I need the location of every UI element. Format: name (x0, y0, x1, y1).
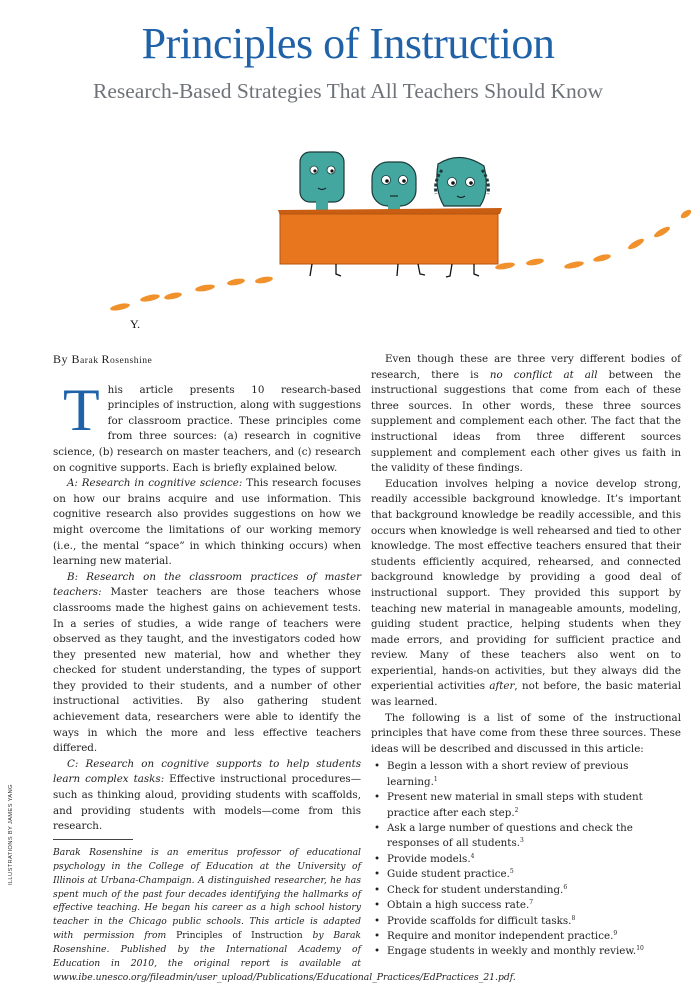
paragraph-background-knowledge: Education involves helping a novice develop strong, readily accessible background knowledge. It’s important that background knowledge be readily accessible, and this occurs when knowledge is well rehearsed and tied to other knowledge. The most effective teachers ensured that their students efficiently acquired, rehearsed, and connected background knowledge by providing a good deal of instructional support. They provided this support by teaching new material in manageable amounts, modeling, guiding student practice, helping students when they made errors, and providing for sufficient practice and review. Many of these teachers also went on to experiential, hands-on activities, but they always did the experiential activities after, not before, the basic material was learned. (371, 477, 682, 709)
list-item: • Begin a lesson with a short review of previous learning.$^1$ (374, 760, 629, 788)
list-item: • Ask a large number of questions and check the responses of all students.$^3$ (374, 822, 633, 850)
orange-box (278, 208, 502, 264)
list-item: • Require and monitor independent practice.$^9$ (374, 929, 618, 942)
figure-middle (372, 162, 416, 214)
byline: By Barak Rosenshine (53, 352, 153, 366)
principles-list (371, 759, 681, 959)
source-a-paragraph: A: Research in cognitive science: This research focuses on how our brains acquire and use information. This cognitive research also provides suggestions on how we might overcome the limitations of our working memory (i.e., the mental “space” in which thinking occurs) when learning new material. (53, 477, 361, 568)
figure-legs (310, 264, 479, 277)
list-item: • Check for student understanding.$^6$ (374, 883, 568, 896)
figure-left (300, 152, 344, 212)
drop-cap: T (63, 376, 100, 443)
intro-paragraph: This article presents 10 research-based principles of instruction, along with suggestions for classroom practice. These principles come from three sources: (a) research in cognitive science, (b) research on master teachers, and (c) research on cognitive supports. Each is briefly explained below. (53, 376, 361, 474)
article-subtitle: Research-Based Strategies That All Teachers Should Know (93, 79, 603, 103)
right-column (371, 352, 681, 960)
source-c-paragraph: C: Research on cognitive supports to help students learn complex tasks: Effective instructional procedures—such as thinking aloud, providing students with scaffolds, and providing students with models—come from this research. (53, 757, 361, 833)
list-item: • Engage students in weekly and monthly review.$^{10}$ (374, 945, 644, 958)
list-item: • Guide student practice.$^5$ (374, 868, 514, 881)
paragraph-no-conflict: Even though these are three very different bodies of research, there is no conflict at all between the instructional suggestions that come from each of these three sources. In other words, these three sources supplement and complement each other. The fact that the instructional ideas from three different sources supplement and complement each other gives us faith in the validity of these findings. (371, 353, 681, 475)
artist-signature: Y. (130, 317, 141, 331)
paragraph-list-intro: The following is a list of some of the instructional principles that have come from these three sources. These ideas will be described and discussed in this article: (371, 711, 681, 755)
list-item: • Present new material in small steps with student practice after each step.$^2$ (374, 791, 643, 819)
article-title: Principles of Instruction (141, 19, 555, 68)
list-item: • Obtain a high success rate.$^7$ (374, 899, 534, 912)
list-item: • Provide scaffolds for difficult tasks.$^8$ (374, 914, 576, 927)
illustration-credit: ILLUSTRATIONS BY JAMES YANG (8, 784, 14, 885)
header-illustration (0, 110, 696, 340)
list-item: • Provide models.$^4$ (374, 852, 475, 865)
source-b-paragraph: B: Research on the classroom practices of master teachers: Master teachers are those teachers whose classrooms made the highest gains on achievement tests. In a series of studies, a wide range of teachers were observed as they taught, and the investigators coded how they presented new material, how and whether they checked for student understanding, the types of support they provided to their students, and a number of other instructional activities. By also gathering student achievement data, researchers were able to identify the ways in which the more and less effective teachers differed. (53, 570, 361, 755)
bio-divider (53, 839, 133, 840)
figure-right (436, 157, 489, 206)
author-bio: Barak Rosenshine is an emeritus professor of educational psychology in the College of Education at the University of Illinois at Urbana-Champaign. A distinguished researcher, he has spent much of the past four decades identifying the hallmarks of effective teaching. He began his career as a high school history teacher in the Chicago public schools. This article is adapted with permission from Principles of Instruction by Barak Rosenshine. Published by the International Academy of Education in 2010, the original report is available at www.ibe.unesco.org/fileadmin/user_upload/Publications/Educational_Practices/EdPractices_21.pdf. (53, 846, 516, 983)
